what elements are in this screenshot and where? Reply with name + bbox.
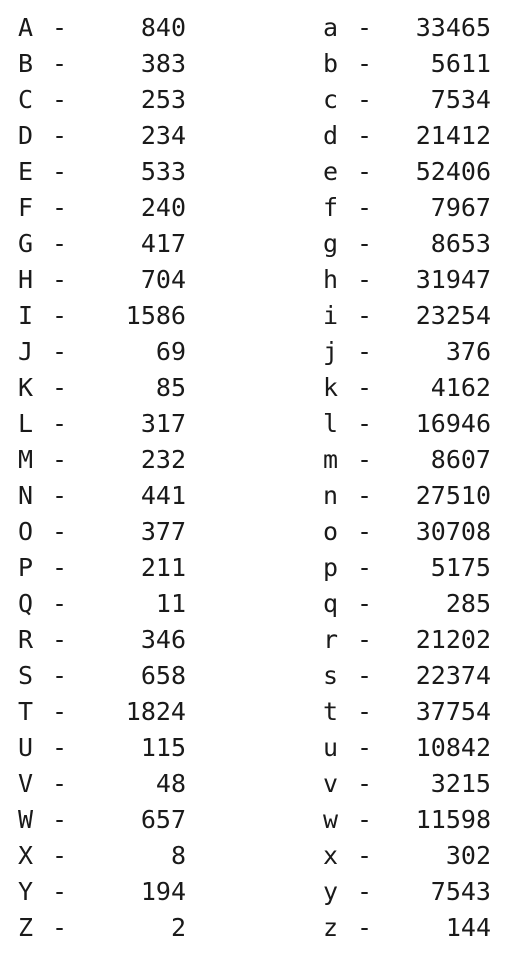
separator-dash: - — [357, 769, 373, 798]
separator-dash: - — [357, 481, 373, 510]
lowercase-row — [323, 118, 491, 154]
lowercase-row — [323, 766, 491, 802]
separator-dash: - — [357, 49, 373, 78]
lowercase-row — [323, 262, 491, 298]
letter-count: 441 — [140, 481, 186, 510]
lowercase-row — [323, 334, 491, 370]
letter-label: w — [323, 805, 339, 834]
lowercase-row — [323, 82, 491, 118]
lowercase-row — [323, 226, 491, 262]
letter-label: X — [18, 841, 34, 870]
letter-count: 69 — [155, 337, 186, 366]
separator-dash: - — [52, 841, 68, 870]
separator-dash: - — [52, 409, 68, 438]
letter-label: h — [323, 265, 339, 294]
separator-dash: - — [52, 13, 68, 42]
letter-label: Q — [18, 589, 34, 618]
letter-count: 21202 — [415, 625, 491, 654]
letter-label: y — [323, 877, 339, 906]
letter-label: n — [323, 481, 339, 510]
separator-dash: - — [52, 805, 68, 834]
separator-dash: - — [52, 49, 68, 78]
letter-count: 3215 — [430, 769, 491, 798]
letter-label: f — [323, 193, 339, 222]
separator-dash: - — [52, 913, 68, 942]
letter-label: v — [323, 769, 339, 798]
letter-count: 4162 — [430, 373, 491, 402]
uppercase-row — [18, 82, 186, 118]
separator-dash: - — [52, 445, 68, 474]
lowercase-row — [323, 874, 491, 910]
uppercase-row — [18, 10, 186, 46]
letter-count: 33465 — [415, 13, 491, 42]
letter-label: x — [323, 841, 339, 870]
separator-dash: - — [52, 517, 68, 546]
separator-dash: - — [357, 625, 373, 654]
letter-count: 234 — [140, 121, 186, 150]
uppercase-row — [18, 514, 186, 550]
lowercase-row — [323, 694, 491, 730]
letter-label: O — [18, 517, 34, 546]
uppercase-row — [18, 298, 186, 334]
separator-dash: - — [357, 841, 373, 870]
uppercase-row — [18, 226, 186, 262]
separator-dash: - — [357, 409, 373, 438]
uppercase-row — [18, 658, 186, 694]
separator-dash: - — [52, 733, 68, 762]
separator-dash: - — [52, 481, 68, 510]
letter-count: 8 — [170, 841, 186, 870]
letter-count: 7967 — [430, 193, 491, 222]
letter-count: 22374 — [415, 661, 491, 690]
lowercase-row — [323, 514, 491, 550]
uppercase-row — [18, 802, 186, 838]
lowercase-row — [323, 46, 491, 82]
letter-label: A — [18, 13, 34, 42]
letter-count: 7543 — [430, 877, 491, 906]
separator-dash: - — [52, 661, 68, 690]
letter-label: F — [18, 193, 34, 222]
letter-label: z — [323, 913, 339, 942]
letter-label: r — [323, 625, 339, 654]
letter-count: 253 — [140, 85, 186, 114]
letter-label: o — [323, 517, 339, 546]
separator-dash: - — [357, 661, 373, 690]
letter-count: 658 — [140, 661, 186, 690]
separator-dash: - — [357, 13, 373, 42]
letter-label: u — [323, 733, 339, 762]
letter-label: L — [18, 409, 34, 438]
separator-dash: - — [52, 337, 68, 366]
letter-count: 11598 — [415, 805, 491, 834]
uppercase-row — [18, 838, 186, 874]
letter-label: S — [18, 661, 34, 690]
separator-dash: - — [52, 769, 68, 798]
separator-dash: - — [357, 913, 373, 942]
letter-label: E — [18, 157, 34, 186]
uppercase-row — [18, 154, 186, 190]
separator-dash: - — [357, 553, 373, 582]
separator-dash: - — [357, 193, 373, 222]
lowercase-row — [323, 802, 491, 838]
separator-dash: - — [357, 157, 373, 186]
lowercase-row — [323, 406, 491, 442]
letter-label: N — [18, 481, 34, 510]
letter-count: 1824 — [125, 697, 186, 726]
separator-dash: - — [52, 625, 68, 654]
letter-label: V — [18, 769, 34, 798]
separator-dash: - — [357, 589, 373, 618]
lowercase-row — [323, 442, 491, 478]
letter-count: 704 — [140, 265, 186, 294]
letter-label: P — [18, 553, 34, 582]
lowercase-row — [323, 622, 491, 658]
letter-label: R — [18, 625, 34, 654]
letter-count: 31947 — [415, 265, 491, 294]
letter-label: G — [18, 229, 34, 258]
letter-label: i — [323, 301, 339, 330]
letter-label: Y — [18, 877, 34, 906]
letter-label: a — [323, 13, 339, 42]
letter-label: K — [18, 373, 34, 402]
separator-dash: - — [52, 697, 68, 726]
lowercase-row — [323, 10, 491, 46]
letter-count: 37754 — [415, 697, 491, 726]
letter-count: 302 — [445, 841, 491, 870]
letter-count: 5175 — [430, 553, 491, 582]
letter-label: J — [18, 337, 34, 366]
uppercase-row — [18, 46, 186, 82]
letter-count: 194 — [140, 877, 186, 906]
letter-count: 52406 — [415, 157, 491, 186]
letter-label: d — [323, 121, 339, 150]
letter-label: D — [18, 121, 34, 150]
letter-label: b — [323, 49, 339, 78]
letter-label: I — [18, 301, 34, 330]
letter-count: 5611 — [430, 49, 491, 78]
letter-count: 8607 — [430, 445, 491, 474]
letter-count: 285 — [445, 589, 491, 618]
letter-label: Z — [18, 913, 34, 942]
letter-count: 85 — [155, 373, 186, 402]
letter-count: 533 — [140, 157, 186, 186]
separator-dash: - — [357, 85, 373, 114]
letter-count: 21412 — [415, 121, 491, 150]
letter-label: M — [18, 445, 34, 474]
letter-label: j — [323, 337, 339, 366]
separator-dash: - — [52, 121, 68, 150]
separator-dash: - — [357, 337, 373, 366]
letter-count: 376 — [445, 337, 491, 366]
letter-count: 377 — [140, 517, 186, 546]
separator-dash: - — [357, 697, 373, 726]
letter-count: 657 — [140, 805, 186, 834]
uppercase-row — [18, 586, 186, 622]
uppercase-row — [18, 442, 186, 478]
separator-dash: - — [357, 265, 373, 294]
letter-count: 240 — [140, 193, 186, 222]
lowercase-row — [323, 550, 491, 586]
uppercase-row — [18, 622, 186, 658]
letter-count: 11 — [155, 589, 186, 618]
separator-dash: - — [52, 553, 68, 582]
uppercase-row — [18, 478, 186, 514]
uppercase-row — [18, 694, 186, 730]
letter-count: 211 — [140, 553, 186, 582]
letter-label: q — [323, 589, 339, 618]
uppercase-row — [18, 370, 186, 406]
letter-count: 232 — [140, 445, 186, 474]
uppercase-row — [18, 910, 186, 946]
letter-count: 30708 — [415, 517, 491, 546]
letter-label: s — [323, 661, 339, 690]
separator-dash: - — [357, 805, 373, 834]
lowercase-row — [323, 478, 491, 514]
separator-dash: - — [52, 877, 68, 906]
lowercase-row — [323, 658, 491, 694]
letter-label: g — [323, 229, 339, 258]
letter-count: 8653 — [430, 229, 491, 258]
letter-label: T — [18, 697, 34, 726]
letter-count: 27510 — [415, 481, 491, 510]
letter-count: 144 — [445, 913, 491, 942]
letter-label: W — [18, 805, 34, 834]
separator-dash: - — [52, 373, 68, 402]
uppercase-row — [18, 730, 186, 766]
letter-count: 1586 — [125, 301, 186, 330]
separator-dash: - — [52, 85, 68, 114]
lowercase-row — [323, 154, 491, 190]
separator-dash: - — [52, 589, 68, 618]
letter-label: U — [18, 733, 34, 762]
separator-dash: - — [357, 517, 373, 546]
letter-label: C — [18, 85, 34, 114]
uppercase-row — [18, 406, 186, 442]
letter-label: p — [323, 553, 339, 582]
separator-dash: - — [52, 229, 68, 258]
letter-count: 383 — [140, 49, 186, 78]
uppercase-row — [18, 334, 186, 370]
letter-count: 48 — [155, 769, 186, 798]
lowercase-row — [323, 298, 491, 334]
lowercase-row — [323, 370, 491, 406]
separator-dash: - — [357, 229, 373, 258]
letter-label: H — [18, 265, 34, 294]
letter-count: 417 — [140, 229, 186, 258]
separator-dash: - — [52, 301, 68, 330]
uppercase-row — [18, 190, 186, 226]
separator-dash: - — [357, 445, 373, 474]
separator-dash: - — [357, 121, 373, 150]
uppercase-row — [18, 262, 186, 298]
letter-label: l — [323, 409, 339, 438]
letter-count: 840 — [140, 13, 186, 42]
lowercase-row — [323, 586, 491, 622]
separator-dash: - — [357, 301, 373, 330]
letter-count: 317 — [140, 409, 186, 438]
separator-dash: - — [52, 157, 68, 186]
letter-count: 16946 — [415, 409, 491, 438]
uppercase-column — [18, 10, 186, 946]
letter-label: B — [18, 49, 34, 78]
letter-count: 2 — [170, 913, 186, 942]
letter-count: 7534 — [430, 85, 491, 114]
letter-count: 115 — [140, 733, 186, 762]
letter-label: m — [323, 445, 339, 474]
lowercase-row — [323, 730, 491, 766]
letter-label: c — [323, 85, 339, 114]
lowercase-row — [323, 838, 491, 874]
letter-label: k — [323, 373, 339, 402]
separator-dash: - — [52, 265, 68, 294]
lowercase-row — [323, 910, 491, 946]
lowercase-column — [323, 10, 491, 946]
separator-dash: - — [357, 373, 373, 402]
uppercase-row — [18, 550, 186, 586]
letter-count: 23254 — [415, 301, 491, 330]
lowercase-row — [323, 190, 491, 226]
letter-count: 346 — [140, 625, 186, 654]
uppercase-row — [18, 766, 186, 802]
separator-dash: - — [52, 193, 68, 222]
separator-dash: - — [357, 733, 373, 762]
uppercase-row — [18, 118, 186, 154]
separator-dash: - — [357, 877, 373, 906]
uppercase-row — [18, 874, 186, 910]
letter-label: e — [323, 157, 339, 186]
letter-count: 10842 — [415, 733, 491, 762]
letter-label: t — [323, 697, 339, 726]
